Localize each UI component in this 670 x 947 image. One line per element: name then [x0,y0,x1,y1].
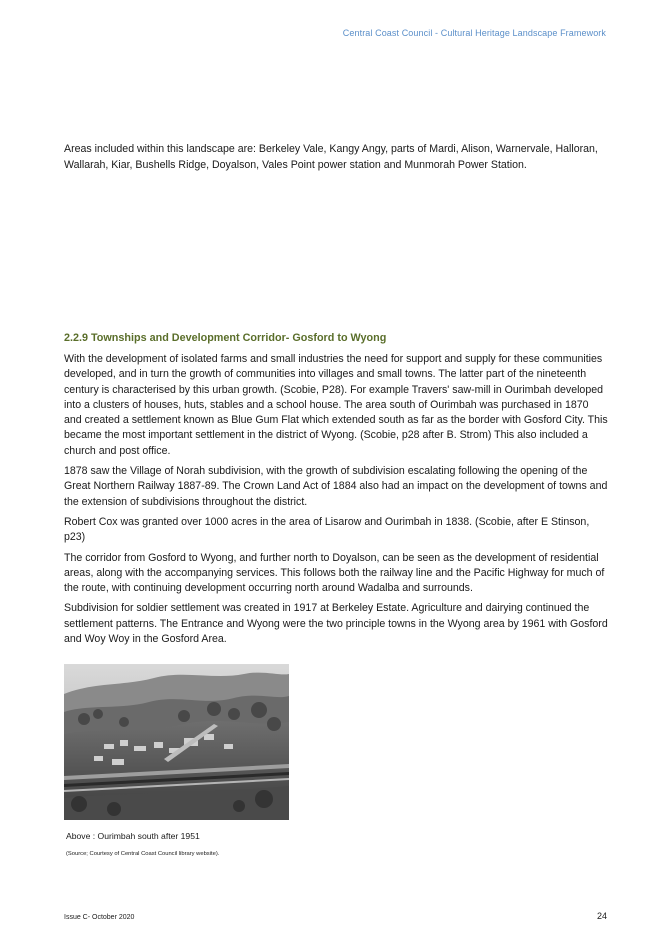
page-number: 24 [596,911,607,921]
document-header: Central Coast Council - Cultural Heritage Landscape Framework [342,28,606,38]
footer-issue: Issue C- October 2020 [64,914,135,921]
body-paragraph-1: With the development of isolated farms and small industries the need for support and supply for these communities developed, and in turn the growth of communities into villages and small towns. The latter part of the nineteenth century is characterised by this urban growth. (Scobie, P28). For example Travers' saw-mill in Ourimbah developed into a clusters of houses, huts, stables and a school house. The area south of Ourimbah was purchased in 1870 and created a settlement known as Blue Gum Flat which extended south as far as the border with Gosford City. This became the most important settlement in the district of Wyong. (Scobie, p28 after B. Strom) This also included a church and post office. [64,353,608,457]
figure-caption: Above : Ourimbah south after 1951 [66,831,200,841]
intro-paragraph: Areas included within this landscape are: Berkeley Vale, Kangy Angy, parts of Mardi, Alison, Warnervale, Halloran, Wallarah, Kiar, Bushells Ridge, Doyalson, Vales Point power station and Munmorah Power Station. [64,143,598,171]
section-heading: 2.2.9 Townships and Development Corridor- Gosford to Wyong [64,332,387,344]
body-paragraph-3: Robert Cox was granted over 1000 acres in the area of Lisarow and Ourimbah in 1838. (Scobie, after E Stinson, p23) [64,515,590,544]
figure-source: (Source; Courtesy of Central Coast Council library website). [66,851,220,857]
body-paragraph-2: 1878 saw the Village of Norah subdivision, with the growth of subdivision escalating following the opening of the Great Northern Railway 1887-89. The Crown Land Act of 1884 also had an impact on the development of towns and the extension of subdivisions throughout the district. [64,465,608,508]
body-paragraph-4: The corridor from Gosford to Wyong, and further north to Doyalson, can be seen as the development of residential areas, along with the accompanying services. This follows both the railway line and the Pacific Highway for much of the route, with continuing development occurring north around Wadalba and surrounds. [64,551,605,595]
aerial-photo-ourimbah [64,664,289,820]
body-paragraph-5: Subdivision for soldier settlement was created in 1917 at Berkeley Estate. Agriculture and dairying continued the settlement patterns. The Entrance and Wyong were the two principle towns in the Wyong area by 1961 with Gosford and Woy Woy in the Gosford Area. [64,602,608,646]
section-body [64,352,609,652]
